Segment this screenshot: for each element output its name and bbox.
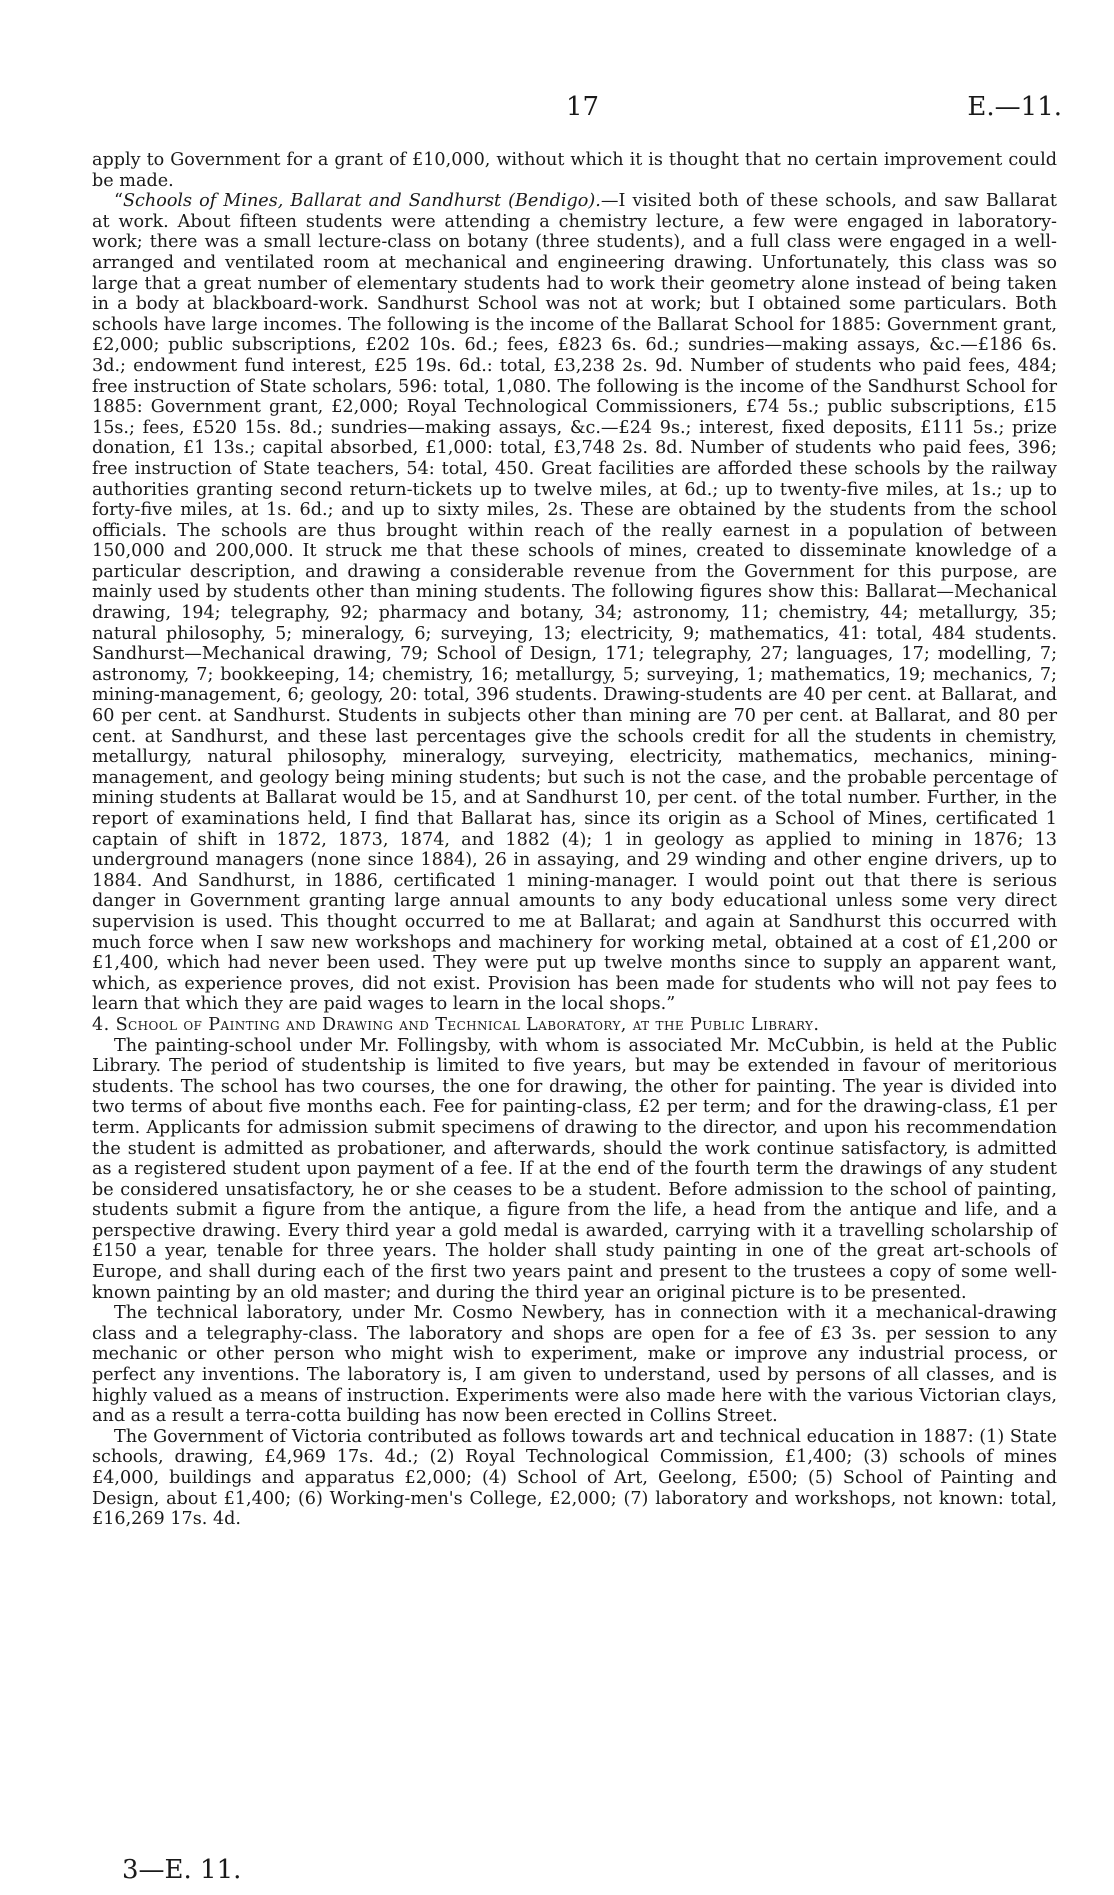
quote-open-mark: “: [114, 191, 123, 212]
paragraph-technical-laboratory: The technical laboratory, under Mr. Cosmo Newbery, has in connection with it a mechanical-drawing class and a telegraphy-class. The laboratory and shops are open for a fee of £3 3s. per session to any mechanic or other person who might wish to experiment, make or improve any industrial process, or perfect any inventions. The laboratory is, I am given to understand, used by persons of all classes, and is highly valued as a means of instruction. Experiments were also made here with the various Victorian clays, and as a result a terra-cotta building has now been erected in Collins Street.: [92, 1303, 1057, 1427]
paragraph-government-contributions: The Government of Victoria contributed as follows towards art and technical education in 1887: (1) State schools, drawing, £4,969 17s. 4d.; (2) Royal Technological Commission, £1,400; (3) schools of mines £4,000, buildings and apparatus £2,000; (4) School of Art, Geelong, £500; (5) School of Painting and Design, about £1,400; (6) Working-men's College, £2,000; (7) laboratory and workshops, not known: total, £16,269 17s. 4d.: [92, 1426, 1057, 1530]
quote-body-text: —I visited both of these schools, and saw Ballarat at work. About fifteen students were attending a chemistry lecture, a few were engaged in laboratory-work; there was a small lecture-class on botany (three students), and a full class were engaged in a well-arranged and ventilated room at mechanical and engineering drawing. Unfortunately, this class was so large that a great number of elementary students had to work their geometry alone instead of being taken in a body at blackboard-work. Sandhurst School was not at work; but I obtained some particulars. Both schools have large incomes. The following is the income of the Ballarat School for 1885: Government grant, £2,000; public subscriptions, £202 10s. 6d.; fees, £823 6s. 6d.; sundries—making assays, &c.—£186 6s. 3d.; endowment fund interest, £25 19s. 6d.: total, £3,238 2s. 9d. Number of students who paid fees, 484; free instruction of State scholars, 596: total, 1,080. The following is the income of the Sandhurst School for 1885: Government grant, £2,000; Royal Technological Commissioners, £74 5s.; public subscriptions, £15 15s.; fees, £520 15s. 8d.; sundries—making assays, &c.—£24 9s.; interest, fixed deposits, £111 5s.; prize donation, £1 13s.; capital absorbed, £1,000: total, £3,748 2s. 8d. Number of students who paid fees, 396; free instruction of State teachers, 54: total, 450. Great facilities are afforded these schools by the railway authorities granting second return-tickets up to twelve miles, at 6d.; up to twenty-five miles, at 1s.; up to forty-five miles, at 1s. 6d.; and up to sixty miles, 2s. These are obtained by the students from the school officials. The schools are thus brought within reach of the really earnest in a population of between 150,000 and 200,000. It struck me that these schools of mines, created to disseminate knowledge of a particular description, and drawing a considerable revenue from the Government for this purpose, are mainly used by students other than mining students. The following figures show this: Ballarat—Mechanical drawing, 194; telegraphy, 92; pharmacy and botany, 34; astronomy, 11; chemistry, 44; metallurgy, 35; natural philosophy, 5; mineralogy, 6; surveying, 13; electricity, 9; mathematics, 41: total, 484 students. Sandhurst—Mechanical drawing, 79; School of Design, 171; telegraphy, 27; languages, 17; modelling, 7; astronomy, 7; bookkeeping, 14; chemistry, 16; metallurgy, 5; surveying, 1; mathematics, 19; mechanics, 7; mining-management, 6; geology, 20: total, 396 students. Drawing-students are 40 per cent. at Ballarat, and 60 per cent. at Sandhurst. Students in subjects other than mining are 70 per cent. at Ballarat, and 80 per cent. at Sandhurst, and these last percentages give the schools credit for all the students in chemistry, metallurgy, natural philosophy, mineralogy, surveying, electricity, mathematics, mechanics, mining-management, and geology being mining students; but such is not the case, and the probable percentage of mining students at Ballarat would be 15, and at Sandhurst 10, per cent. of the total number. Further, in the report of examinations held, I find that Ballarat has, since its origin as a School of Mines, certificated 1 captain of shift in 1872, 1873, 1874, and 1882 (4); 1 in geology as applied to mining in 1876; 13 underground managers (none since 1884), 26 in assaying, and 29 winding and other engine drivers, up to 1884. And Sandhurst, in 1886, certificated 1 mining-manager. I would point out that there is serious danger in Government granting large annual amounts to any body educational unless some very direct supervision is used. This thought occurred to me at Ballarat; and again at Sandhurst this occurred with much force when I saw new workshops and machinery for working metal, obtained at a cost of £1,200 or £1,400, which had never been used. They were put up twelve months since to supply an apparent want, which, as experience proves, did not exist. Provision has been made for students who will not pay fees to learn that which they are paid wages to learn in the local shops.”: [92, 191, 1057, 1015]
body-text: [92, 150, 1057, 1530]
document-code: E.—11.: [967, 92, 1062, 122]
page-header: [0, 92, 1114, 128]
paragraph-continuation: apply to Government for a grant of £10,000, without which it is thought that no certain improvement could be made.: [92, 150, 1057, 191]
page-signature: 3—E. 11.: [122, 1855, 242, 1885]
section-heading: 4. School of Painting and Drawing and Technical Laboratory, at the Public Library.: [92, 1014, 820, 1035]
paragraph-painting-school: The painting-school under Mr. Follingsby, with whom is associated Mr. McCubbin, is held at the Public Library. The period of studentship is limited to five years, but may be extended in favour of meritorious students. The school has two courses, the one for drawing, the other for painting. The year is divided into two terms of about five months each. Fee for painting-class, £2 per term; and for the drawing-class, £1 per term. Applicants for admission submit specimens of drawing to the director, and upon his recommendation the student is admitted as probationer, and afterwards, should the work continue satisfactory, is admitted as a registered student upon payment of a fee. If at the end of the fourth term the drawings of any student be considered unsatisfactory, he or she ceases to be a student. Before admission to the school of painting, students submit a figure from the antique, a figure from the life, a head from the antique and life, and a perspective drawing. Every third year a gold medal is awarded, carrying with it a travelling scholarship of £150 a year, tenable for three years. The holder shall study painting in one of the great art-schools of Europe, and shall during each of the first two years paint and present to the trustees a copy of some well-known painting by an old master; and during the third year an original picture is to be presented.: [92, 1035, 1057, 1303]
quote-italic-title: Schools of Mines, Ballarat and Sandhurst (Bendigo).: [123, 191, 601, 212]
paragraph-schools-of-mines-quote: [92, 191, 1057, 1015]
page-number: 17: [566, 92, 600, 122]
